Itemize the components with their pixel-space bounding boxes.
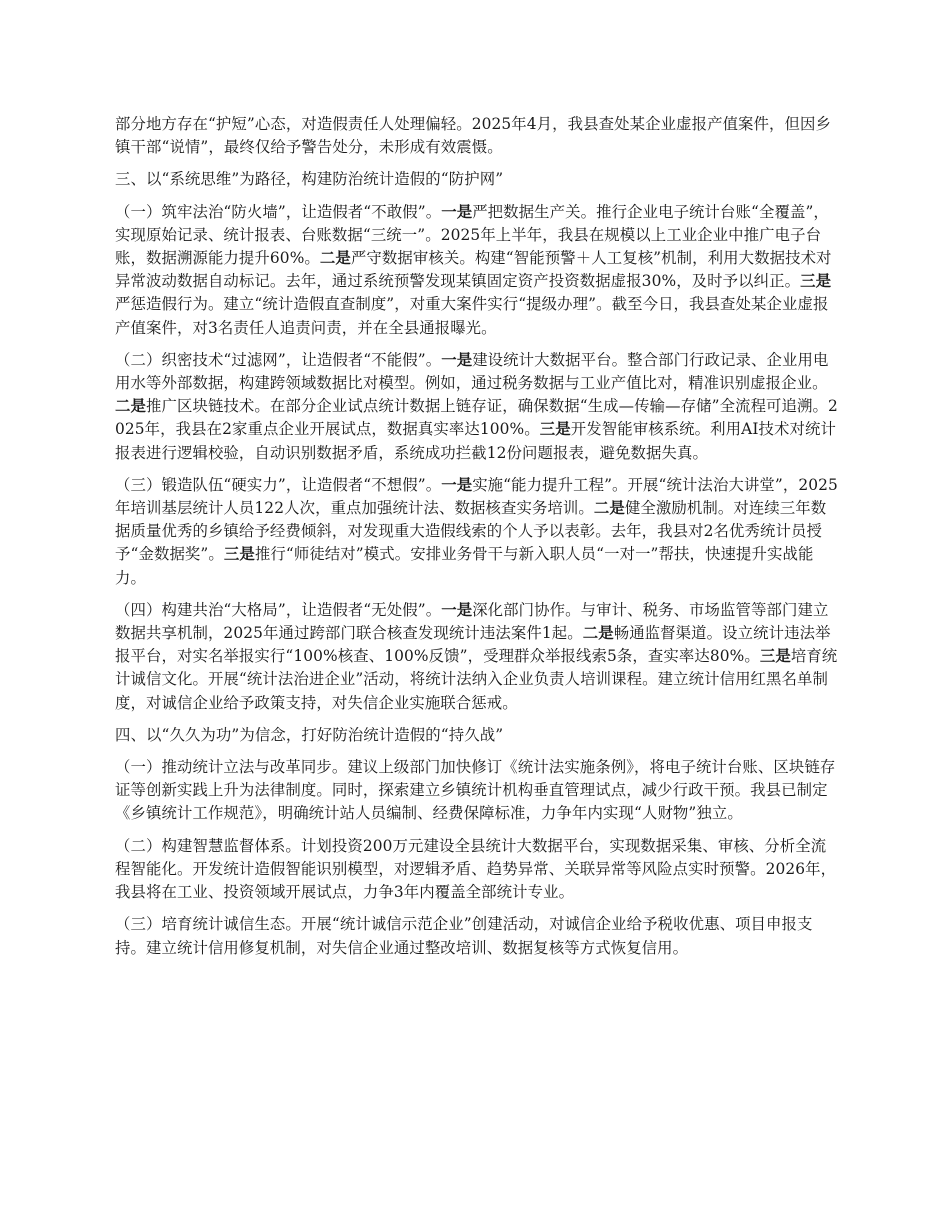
- bold-marker: 一是: [441, 475, 473, 494]
- bold-marker: 三是: [539, 420, 571, 439]
- section-4-heading: 四、以“久久为功”为信念，打好防治统计造假的“持久战”: [115, 725, 504, 744]
- paragraph-text: 深化部门协作。与审计、税务、市场监管等部门建立数据共享机制，2025年通过跨部门联合核查发现统计违法案件1起。: [115, 600, 829, 643]
- bold-marker: 二是: [319, 249, 351, 268]
- paragraph-text: 开发智能审核系统。利用AI技术对统计报表进行逻辑校验，自动识别数据矛盾，系统成功拦截12份问题报表，避免数据失真。: [115, 420, 836, 462]
- bold-marker: 一是: [441, 600, 473, 619]
- section-3-heading: 三、以“系统思维”为路径，构建防治统计造假的“防护网”: [115, 170, 504, 189]
- paragraph-text: 实施“能力提升工程”。开展“统计法治大讲堂”，2025年培训基层统计人员122人次，重点加强统计法、数据核查实务培训。: [115, 475, 838, 518]
- section-4-paragraph-1: （一）推动统计立法与改革同步。建议上级部门加快修订《统计法实施条例》，将电子统计台账、区块链存证等创新实践上升为法律制度。同时，探索建立乡镇统计机构垂直管理试点，减少行政干预。我县已制定《乡镇统计工作规范》，明确统计站人员编制、经费保障标准，力争年内实现“人财物”独立。: [115, 758, 836, 823]
- paragraph-text: 推广区块链技术。在部分企业试点统计数据上链存证，确保数据“生成—传输—存储”全流程可追溯。2025年，我县在2家重点企业开展试点，数据真实率达100%。: [115, 397, 838, 439]
- section-4-paragraph-3: （三）培育统计诚信生态。开展“统计诚信示范企业”创建活动，对诚信企业给予税收优惠、项目申报支持。建立统计信用修复机制，对失信企业通过整改培训、数据复核等方式恢复信用。: [115, 915, 813, 957]
- bold-marker: 二是: [582, 624, 614, 643]
- paragraph-text: 建设统计大数据平台。整合部门行政记录、企业用电用水等外部数据，构建跨领域数据比对模型。例如，通过税务数据与工业产值比对，精准识别虚报企业。: [115, 350, 829, 393]
- paragraph-text: 健全激励机制。对连续三年数据质量优秀的乡镇给予经费倾斜，对发现重大造假线索的个人予以表彰。去年，我县对2名优秀统计员授予“金数据奖”。: [115, 499, 827, 564]
- bold-marker: 二是: [593, 499, 625, 518]
- paragraph-lead: （四）构建共治“大格局”，让造假者“无处假”。: [115, 600, 442, 619]
- section-3-paragraph-1: [115, 201, 840, 340]
- bold-marker: 一是: [441, 350, 473, 369]
- paragraph-text: 严把数据生产关。推行企业电子统计台账“全覆盖”，实现原始记录、统计报表、台账数据“三统一”。2025年上半年，我县在规模以上工业企业中推广电子台账，数据溯源能力提升60%。: [115, 202, 829, 268]
- intro-paragraph: 部分地方存在“护短”心态，对造假责任人处理偏轻。2025年4月，我县查处某企业虚报产值案件，但因乡镇干部“说情”，最终仅给予警告处分，未形成有效震慑。: [115, 115, 832, 157]
- bold-marker: 三是: [800, 272, 832, 291]
- section-3-paragraph-3: [115, 474, 840, 590]
- section-3-paragraph-2: [115, 349, 840, 465]
- paragraph-lead: （二）织密技术“过滤网”，让造假者“不能假”。: [115, 350, 442, 369]
- bold-marker: 三是: [759, 647, 791, 666]
- paragraph-lead: （三）锻造队伍“硬实力”，让造假者“不想假”。: [115, 475, 442, 494]
- document-body: [115, 113, 840, 969]
- section-3-paragraph-4: [115, 599, 840, 715]
- paragraph-text: 推行“师徒结对”模式。安排业务骨干与新入职人员“一对一”帮扶，快速提升实战能力。: [115, 545, 814, 587]
- paragraph-lead: （一）筑牢法治“防火墙”，让造假者“不敢假”。: [115, 202, 442, 221]
- paragraph-text: 畅通监督渠道。设立统计违法举报平台，对实名举报实行“100%核查、100%反馈”，受理群众举报线索5条，查实率达80%。: [115, 624, 831, 666]
- section-4-paragraph-2: （二）构建智慧监督体系。计划投资200万元建设全县统计大数据平台，实现数据采集、审核、分析全流程智能化。开发统计造假智能识别模型，对逻辑矛盾、趋势异常、关联异常等风险点实时预警。2026年，我县将在工业、投资领域开展试点，力争3年内覆盖全部统计专业。: [115, 836, 837, 902]
- paragraph-text: 严守数据审核关。构建“智能预警＋人工复核”机制，利用大数据技术对异常波动数据自动标记。去年，通过系统预警发现某镇固定资产投资数据虚报30%，及时予以纠正。: [115, 249, 832, 291]
- paragraph-text: 严惩造假行为。建立“统计造假直查制度”，对重大案件实行“提级办理”。截至今日，我县查处某企业虚报产值案件，对3名责任人追责问责，并在全县通报曝光。: [115, 295, 829, 337]
- bold-marker: 二是: [115, 397, 146, 416]
- paragraph-text: 培育统计诚信文化。开展“统计法治进企业”活动，将统计法纳入企业负责人培训课程。建立统计信用红黑名单制度，对诚信企业给予政策支持，对失信企业实施联合惩戒。: [115, 647, 838, 712]
- bold-marker: 一是: [441, 202, 473, 221]
- bold-marker: 三是: [223, 545, 255, 564]
